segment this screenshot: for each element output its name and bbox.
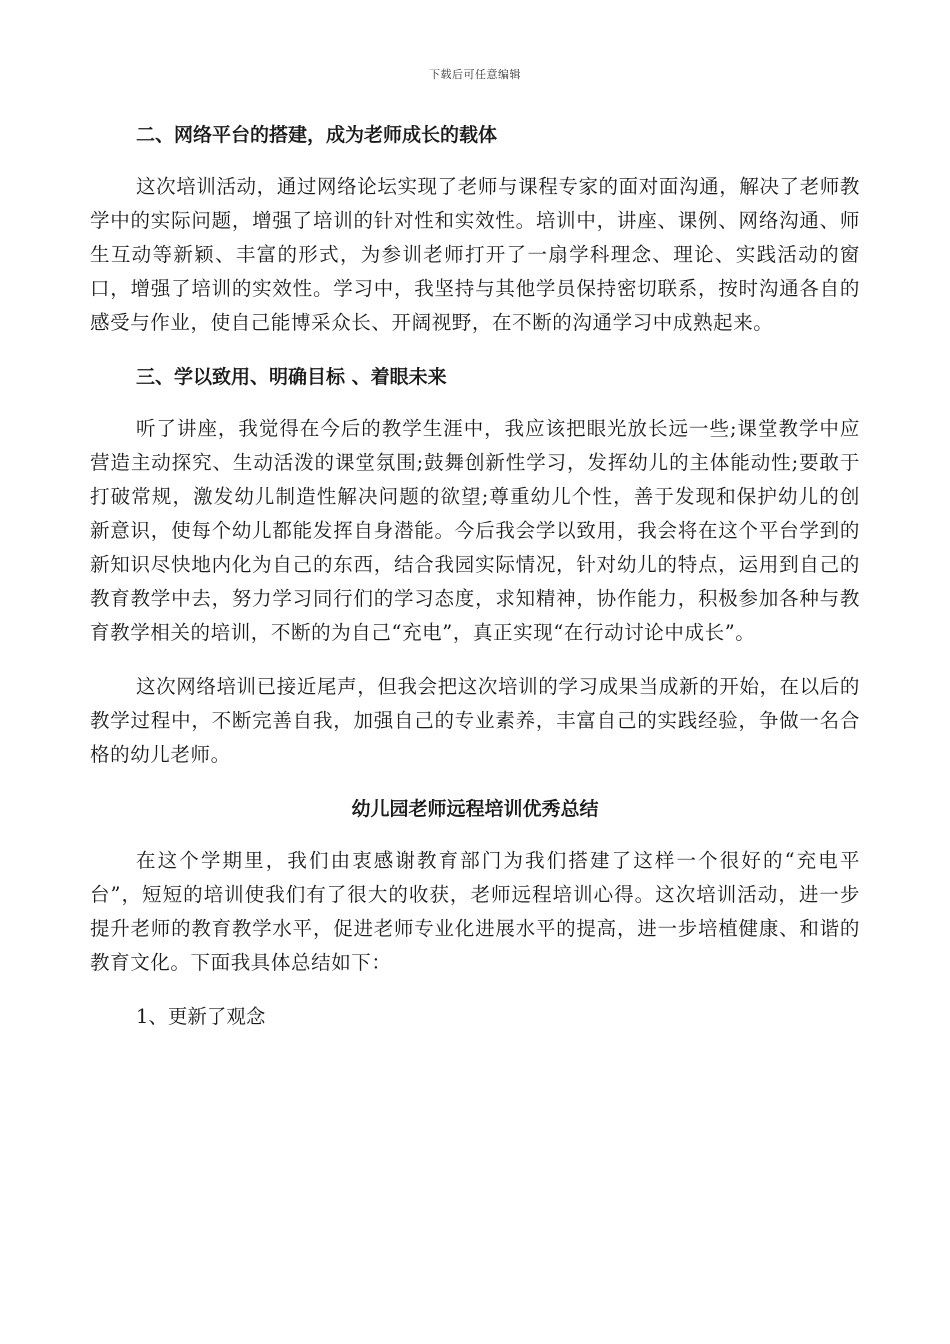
section-2-paragraph-1: 这次培训活动，通过网络论坛实现了老师与课程专家的面对面沟通，解决了老师教学中的实际问题，增强了培训的针对性和实效性。培训中，讲座、课例、网络沟通、师生互动等新颖、丰富的形式，为参训老师打开了一扇学科理念、理论、实践活动的窗口，增强了培训的实效性。学习中，我坚持与其他学员保持密切联系，按时沟通各自的感受与作业，使自己能博采众长、开阔视野，在不断的沟通学习中成熟起来。: [90, 175, 860, 334]
list-item-1: 1、更新了观念: [136, 1005, 266, 1028]
page-header-note: 下载后可任意编辑: [429, 68, 521, 81]
section-heading-3: 三、学以致用、明确目标 、着眼未来: [136, 366, 447, 388]
section-heading-2: 二、网络平台的搭建，成为老师成长的载体: [136, 124, 498, 146]
document-body: [90, 118, 860, 1034]
article-title: 幼儿园老师远程培训优秀总结: [351, 798, 599, 820]
article-intro-paragraph: 在这个学期里，我们由衷感谢教育部门为我们搭建了这样一个很好的“充电平台”，短短的培训使我们有了很大的收获，老师远程培训心得。这次培训活动，进一步提升老师的教育教学水平，促进老师专业化进展水平的提高，进一步培植健康、和谐的教育文化。下面我具体总结如下：: [90, 849, 860, 974]
section-3-paragraph-1: 听了讲座，我觉得在今后的教学生涯中，我应该把眼光放长远一些;课堂教学中应营造主动探究、生动活泼的课堂氛围;鼓舞创新性学习，发挥幼儿的主体能动性;要敢于打破常规，激发幼儿制造性解决问题的欲望;尊重幼儿个性，善于发现和保护幼儿的创新意识，使每个幼儿都能发挥自身潜能。今后我会学以致用，我会将在这个平台学到的新知识尽快地内化为自己的东西，结合我园实际情况，针对幼儿的特点，运用到自己的教育教学中去，努力学习同行们的学习态度，求知精神，协作能力，积极参加各种与教育教学相关的培训，不断的为自己“充电”，真正实现“在行动讨论中成长”。: [90, 417, 860, 644]
section-3-paragraph-2: 这次网络培训已接近尾声，但我会把这次培训的学习成果当成新的开始，在以后的教学过程中，不断完善自我，加强自己的专业素养，丰富自己的实践经验，争做一名合格的幼儿老师。: [90, 675, 860, 766]
